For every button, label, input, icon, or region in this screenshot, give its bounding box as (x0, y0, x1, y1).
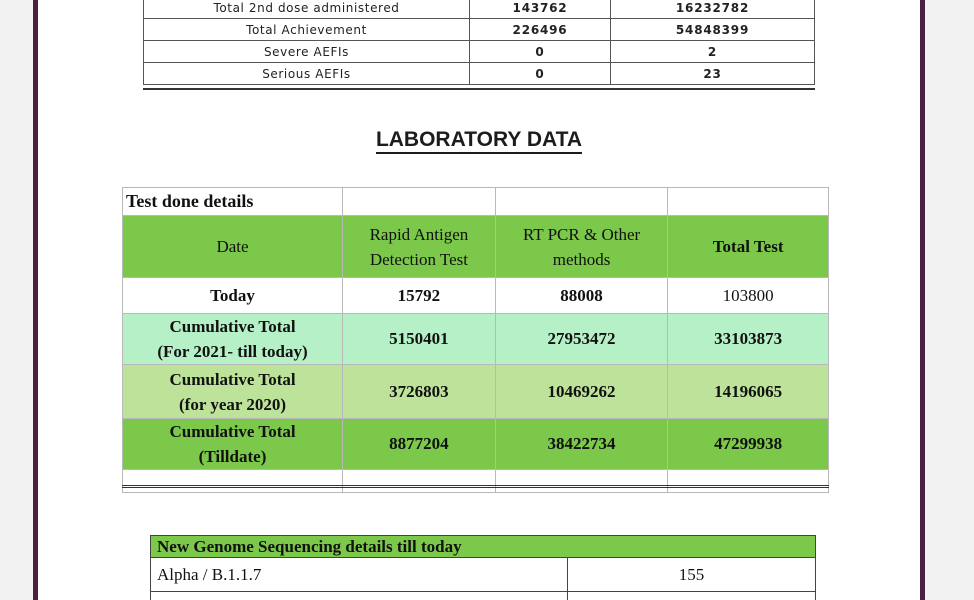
today-value: 0 (470, 63, 611, 85)
variant-name: Alpha / B.1.1.7 (151, 558, 568, 592)
vaccination-table (143, 0, 815, 85)
total-value: 103800 (668, 278, 829, 314)
row-label: Cumulative Total (For 2021- till today) (123, 314, 343, 365)
total-value: 14196065 (668, 365, 829, 419)
rapid-value: 5150401 (343, 314, 496, 365)
total-value: 16232782 (611, 0, 815, 19)
lab-data-table (122, 187, 829, 493)
row-label: Total 2nd dose administered (144, 0, 470, 19)
table-row (123, 419, 829, 470)
today-value: 143762 (470, 0, 611, 19)
table-row (144, 19, 815, 41)
total-value: 54848399 (611, 19, 815, 41)
table-row (123, 470, 829, 493)
row-label: Total Achievement (144, 19, 470, 41)
table-caption-row (123, 188, 829, 216)
row-label: Severe AEFIs (144, 41, 470, 63)
total-value: 2 (611, 41, 815, 63)
header-rtpcr: RT PCR & Other methods (495, 216, 668, 278)
table-header-row (123, 216, 829, 278)
header-total-test: Total Test (668, 216, 829, 278)
table-row (144, 63, 815, 85)
row-label: Cumulative Total (Tilldate) (123, 419, 343, 470)
rapid-value: 3726803 (343, 365, 496, 419)
header-date: Date (123, 216, 343, 278)
table-row (123, 365, 829, 419)
row-label: Today (123, 278, 343, 314)
table-row (144, 41, 815, 63)
row-label: Cumulative Total (for year 2020) (123, 365, 343, 419)
table-caption: Test done details (123, 188, 343, 216)
table-row (123, 278, 829, 314)
genome-sequencing-table (150, 535, 816, 600)
table-bottom-rule (143, 88, 815, 90)
rtpcr-value: 10469262 (495, 365, 668, 419)
table-header-row (151, 536, 816, 558)
total-value: 23 (611, 63, 815, 85)
rtpcr-value: 27953472 (495, 314, 668, 365)
today-value: 226496 (470, 19, 611, 41)
today-value: 0 (470, 41, 611, 63)
header-rapid-antigen: Rapid Antigen Detection Test (343, 216, 496, 278)
table-row (123, 314, 829, 365)
variant-count: 155 (568, 558, 816, 592)
rapid-value: 8877204 (343, 419, 496, 470)
table-row (151, 592, 816, 600)
table-row (151, 558, 816, 592)
table-row (144, 0, 815, 19)
row-label: Serious AEFIs (144, 63, 470, 85)
genome-table-title: New Genome Sequencing details till today (151, 536, 816, 558)
rtpcr-value: 88008 (495, 278, 668, 314)
document-page (33, 0, 925, 600)
rtpcr-value: 38422734 (495, 419, 668, 470)
section-title: LABORATORY DATA (38, 128, 920, 152)
total-value: 33103873 (668, 314, 829, 365)
rapid-value: 15792 (343, 278, 496, 314)
table-bottom-rule (122, 485, 829, 488)
total-value: 47299938 (668, 419, 829, 470)
